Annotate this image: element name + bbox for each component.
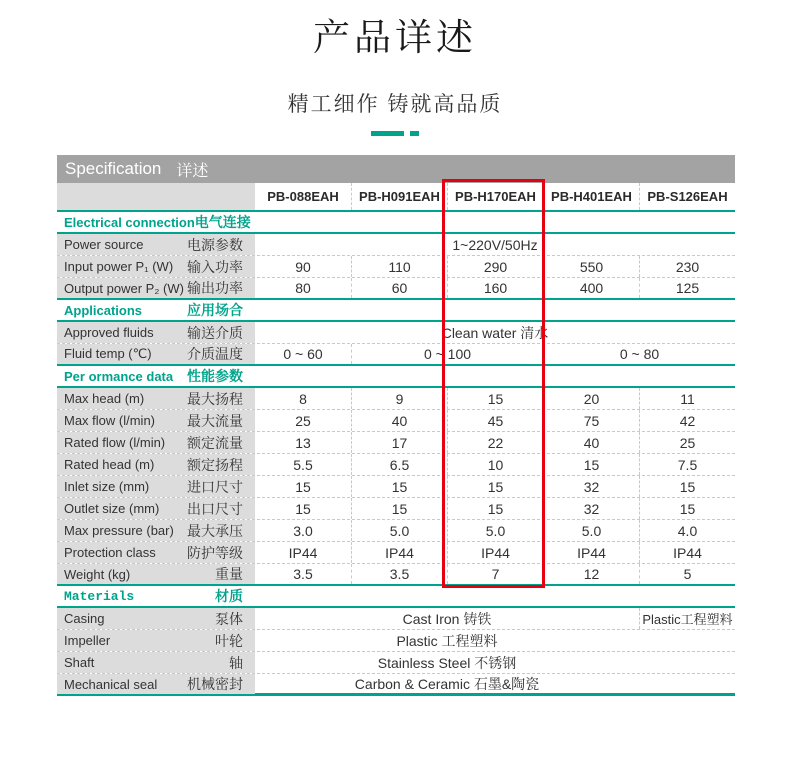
row-label: Fluid temp (℃) 介质温度 (57, 344, 255, 364)
title-accent-bar (371, 131, 404, 136)
row-label: Power source 电源参数 (57, 234, 255, 255)
value-cell: 160 (447, 278, 543, 298)
value-cell: 230 (639, 256, 735, 277)
row-approved-fluids (57, 322, 735, 344)
merged-value-cell: Cast Iron 铸铁 (402, 610, 492, 627)
table-title-zh: 详述 (176, 162, 209, 180)
row-shaft (57, 652, 735, 674)
value-cell: 7.5 (639, 454, 735, 475)
row-label: Shaft 轴 (57, 652, 255, 673)
value-cell: 15 (639, 498, 735, 519)
value-cell: 3.5 (293, 566, 313, 583)
value-cell: 45 (447, 410, 543, 431)
value-cell: IP44 (351, 542, 447, 563)
value-cell: 15 (447, 476, 543, 497)
value-cell: 15 (543, 454, 639, 475)
row-label: Inlet size (mm) 进口尺寸 (57, 476, 255, 497)
section-materials (57, 586, 735, 608)
row-outlet-size (57, 498, 735, 520)
model-column-header: PB-088EAH (267, 189, 339, 205)
merged-value-cell: 1~220V/50Hz (452, 236, 538, 253)
value-cell: 40 (543, 432, 639, 453)
product-detail-page (0, 16, 790, 696)
value-cell: IP44 (288, 544, 318, 561)
model-header-row (57, 183, 735, 212)
row-label: Max flow (l/min) 最大流量 (57, 410, 255, 431)
row-label: Approved fluids 输送介质 (57, 322, 255, 343)
value-cell: IP44 (447, 542, 543, 563)
table-title-bar (57, 155, 735, 183)
value-cell: 12 (543, 564, 639, 584)
section-empty-area (255, 586, 735, 606)
value-cell: 125 (639, 278, 735, 298)
section-performance-data (57, 366, 735, 388)
row-label: Outlet size (mm) 出口尺寸 (57, 498, 255, 519)
row-label: Rated flow (l/min) 额定流量 (57, 432, 255, 453)
row-casing (57, 608, 735, 630)
value-cell: 15 (351, 476, 447, 497)
row-protection-class (57, 542, 735, 564)
value-cell: 5.5 (293, 456, 313, 473)
value-cell: 4.0 (639, 520, 735, 541)
value-cell: 7 (447, 564, 543, 584)
row-label: Impeller 叶轮 (57, 630, 255, 651)
value-cell: 90 (295, 258, 311, 275)
merged-value-cell: Stainless Steel 不锈钢 (377, 654, 517, 671)
value-cell: 3.5 (351, 564, 447, 584)
value-cell: 75 (543, 410, 639, 431)
row-rated-flow (57, 432, 735, 454)
model-column-header: PB-H401EAH (543, 183, 639, 210)
section-empty-area (255, 212, 735, 232)
value-cell: 17 (351, 432, 447, 453)
value-cell: 9 (351, 388, 447, 409)
row-mechanical-seal (57, 674, 735, 696)
row-label: Input power P₁ (W) 输入功率 (57, 256, 255, 277)
merged-value-cell: Plastic 工程塑料 (396, 632, 498, 649)
value-cell: 5 (639, 564, 735, 584)
value-cell: 5.0 (447, 520, 543, 541)
model-column-header: PB-H091EAH (351, 183, 447, 210)
row-label: Rated head (m) 额定扬程 (57, 454, 255, 475)
empty-cell (639, 652, 735, 673)
model-column-header: PB-H170EAH (447, 183, 543, 210)
row-weight (57, 564, 735, 586)
row-max-head (57, 388, 735, 410)
value-cell: 550 (543, 256, 639, 277)
value-cell: 15 (351, 498, 447, 519)
empty-cell (639, 630, 735, 651)
page-title: 产品详述 (313, 17, 477, 58)
value-cell: 10 (447, 454, 543, 475)
title-underline-decoration (0, 131, 790, 136)
page-subtitle: 精工细作 铸就高品质 (287, 93, 503, 117)
row-max-flow (57, 410, 735, 432)
value-cell: 290 (447, 256, 543, 277)
value-cell: 5.0 (351, 520, 447, 541)
value-cell: 32 (543, 498, 639, 519)
row-label: Output power P₂ (W) 输出功率 (57, 278, 255, 298)
section-label: Materials 材质 (64, 588, 243, 605)
section-empty-area (255, 300, 735, 320)
section-applications (57, 300, 735, 322)
merged-value-cell: Clean water 清水 (441, 324, 549, 341)
value-cell: 110 (351, 256, 447, 277)
value-cell: 15 (447, 498, 543, 519)
value-cell: 22 (447, 432, 543, 453)
value-cell: 15 (295, 500, 311, 517)
value-cell: 15 (295, 478, 311, 495)
table-title-en: Specification (65, 159, 162, 179)
section-empty-area (255, 366, 735, 386)
title-accent-dot (410, 131, 419, 136)
section-electrical-connection (57, 212, 735, 234)
model-column-header: PB-S126EAH (639, 183, 735, 210)
row-label: Max head (m) 最大扬程 (57, 388, 255, 409)
row-inlet-size (57, 476, 735, 498)
value-cell: 25 (295, 412, 311, 429)
value-cell: IP44 (543, 542, 639, 563)
value-cell: 11 (639, 388, 735, 409)
value-cell: 3.0 (293, 522, 313, 539)
row-label: Protection class 防护等级 (57, 542, 255, 563)
value-cell: Plastic工程塑料 (639, 608, 735, 629)
value-cell: 20 (543, 388, 639, 409)
value-cell: 6.5 (351, 454, 447, 475)
value-cell: 60 (351, 278, 447, 298)
row-max-pressure (57, 520, 735, 542)
row-output-power (57, 278, 735, 300)
row-label: Weight (kg) 重量 (57, 564, 255, 584)
row-label: Mechanical seal 机械密封 (57, 674, 255, 694)
row-impeller (57, 630, 735, 652)
row-input-power (57, 256, 735, 278)
row-rated-head (57, 454, 735, 476)
value-cell: 0 ~ 60 (283, 346, 323, 363)
section-label: Applications 应用场合 (64, 302, 243, 319)
row-fluid-temp (57, 344, 735, 366)
row-label: Casing 泵体 (57, 608, 255, 629)
model-row-label-spacer (57, 183, 255, 210)
value-cell: 8 (299, 390, 307, 407)
value-cell: 15 (447, 388, 543, 409)
specification-table (57, 155, 735, 696)
merged-value-cell: 0 ~ 100 (351, 344, 543, 364)
value-cell: 40 (351, 410, 447, 431)
merged-value-cell: Carbon & Ceramic 石墨&陶瓷 (354, 676, 540, 693)
value-cell: 5.0 (543, 520, 639, 541)
merged-value-cell: 0 ~ 80 (543, 344, 735, 364)
section-label: Per ormance data 性能参数 (64, 368, 243, 385)
value-cell: 25 (639, 432, 735, 453)
empty-cell (639, 674, 735, 694)
value-cell: IP44 (639, 542, 735, 563)
value-cell: 32 (543, 476, 639, 497)
section-label: Electrical connection 电气连接 (64, 214, 251, 231)
row-label: Max pressure (bar) 最大承压 (57, 520, 255, 541)
value-cell: 80 (295, 280, 311, 297)
value-cell: 400 (543, 278, 639, 298)
value-cell: 42 (639, 410, 735, 431)
value-cell: 15 (639, 476, 735, 497)
row-power-source (57, 234, 735, 256)
value-cell: 13 (295, 434, 311, 451)
